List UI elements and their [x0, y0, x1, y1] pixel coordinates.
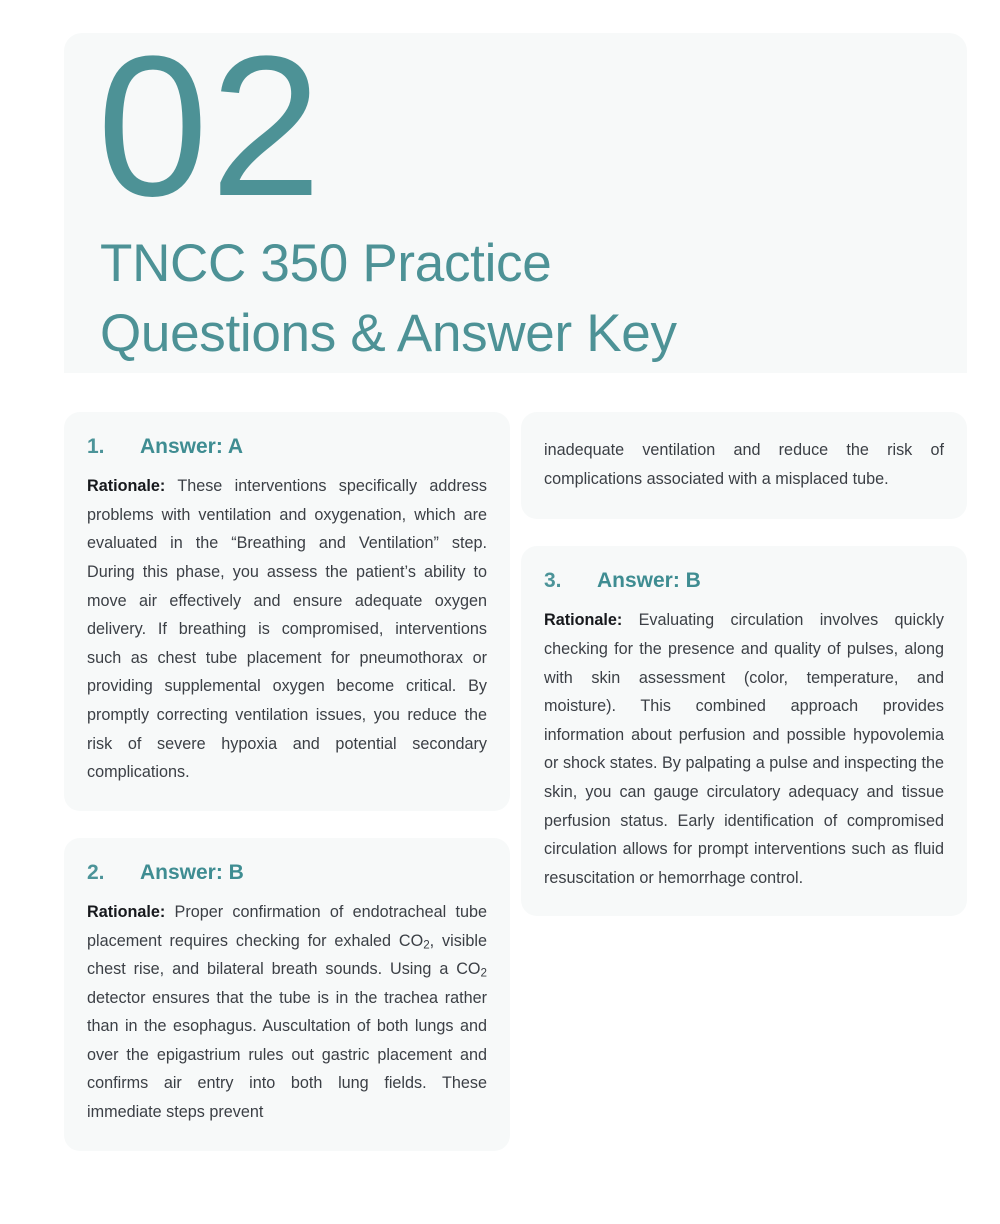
page-title-line-2: Questions & Answer Key — [100, 304, 677, 364]
answer-number-2: 2. — [87, 860, 105, 884]
right-column — [521, 412, 967, 916]
answer-number-3: 3. — [544, 569, 562, 593]
answer-card-2 — [64, 838, 510, 1151]
answer-heading-1 — [87, 434, 487, 459]
left-column — [64, 412, 510, 1151]
answer-card-3 — [521, 546, 967, 916]
rationale-body-2-part-3: detector ensures that the tube is in the trachea rather than in the esophagus. Auscultation of both lungs and over the epigastrium rules out gastric placement and confirms air entry into both lung fields. These immediate steps prevent — [87, 988, 487, 1122]
rationale-body-2-part-1: Proper confirmation of endotracheal tube placement requires checking for exhaled CO — [87, 902, 487, 950]
answer-number-1: 1. — [87, 435, 105, 458]
rationale-text-3 — [544, 606, 944, 892]
answer-heading-3 — [544, 568, 944, 593]
rationale-lead-3: Rationale: — [544, 611, 623, 630]
answer-label-1: Answer: A — [140, 435, 244, 458]
rationale-body-3: Evaluating circulation involves quickly checking for the presence and quality of pulses, along with skin assessment (color, temperature, and moisture). This combined approach provides information about perfusion and possible hypovolemia or shock states. By palpating a pulse and inspecting the skin, you can gauge circulatory adequacy and tissue perfusion status. Early identification of compromised circulation allows for prompt interventions such as fluid resuscitation or hemorrhage control. — [544, 611, 944, 887]
answer-columns — [64, 412, 967, 1151]
answer-label-2: Answer: B — [140, 860, 244, 884]
rationale-body-1: These interventions specifically address problems with ventilation and oxygenation, which are evaluated in the “Breathing and Ventilation” step. During this phase, you assess the patient’s ability to move air effectively and ensure adequate oxygen delivery. If breathing is compromised, interventions such as chest tube placement for pneumothorax or providing supplemental oxygen become critical. By promptly correcting ventilation issues, you reduce the risk of severe hypoxia and potential secondary complications. — [87, 477, 487, 782]
rationale-lead-1: Rationale: — [87, 477, 166, 496]
answer-heading-2 — [87, 860, 487, 885]
rationale-text-2-continued: inadequate ventilation and reduce the risk of complications associated with a misplaced tube. — [544, 441, 944, 488]
rationale-lead-2: Rationale: — [87, 902, 166, 921]
document-header-panel — [64, 33, 967, 373]
page-title — [100, 229, 950, 370]
answer-label-3: Answer: B — [597, 569, 701, 593]
answer-card-2-continuation — [521, 412, 967, 519]
rationale-text-2 — [87, 898, 487, 1127]
answer-card-1 — [64, 412, 510, 811]
rationale-text-1 — [87, 472, 487, 787]
co2-subscript-1: 2 — [423, 938, 430, 952]
page-title-line-1: TNCC 350 Practice — [100, 234, 552, 293]
rationale-body-2-part-2: , visible chest rise, and bilateral breath sounds. Using a CO — [87, 931, 488, 979]
chapter-number: 02 — [97, 33, 324, 238]
co2-subscript-2: 2 — [480, 966, 487, 980]
